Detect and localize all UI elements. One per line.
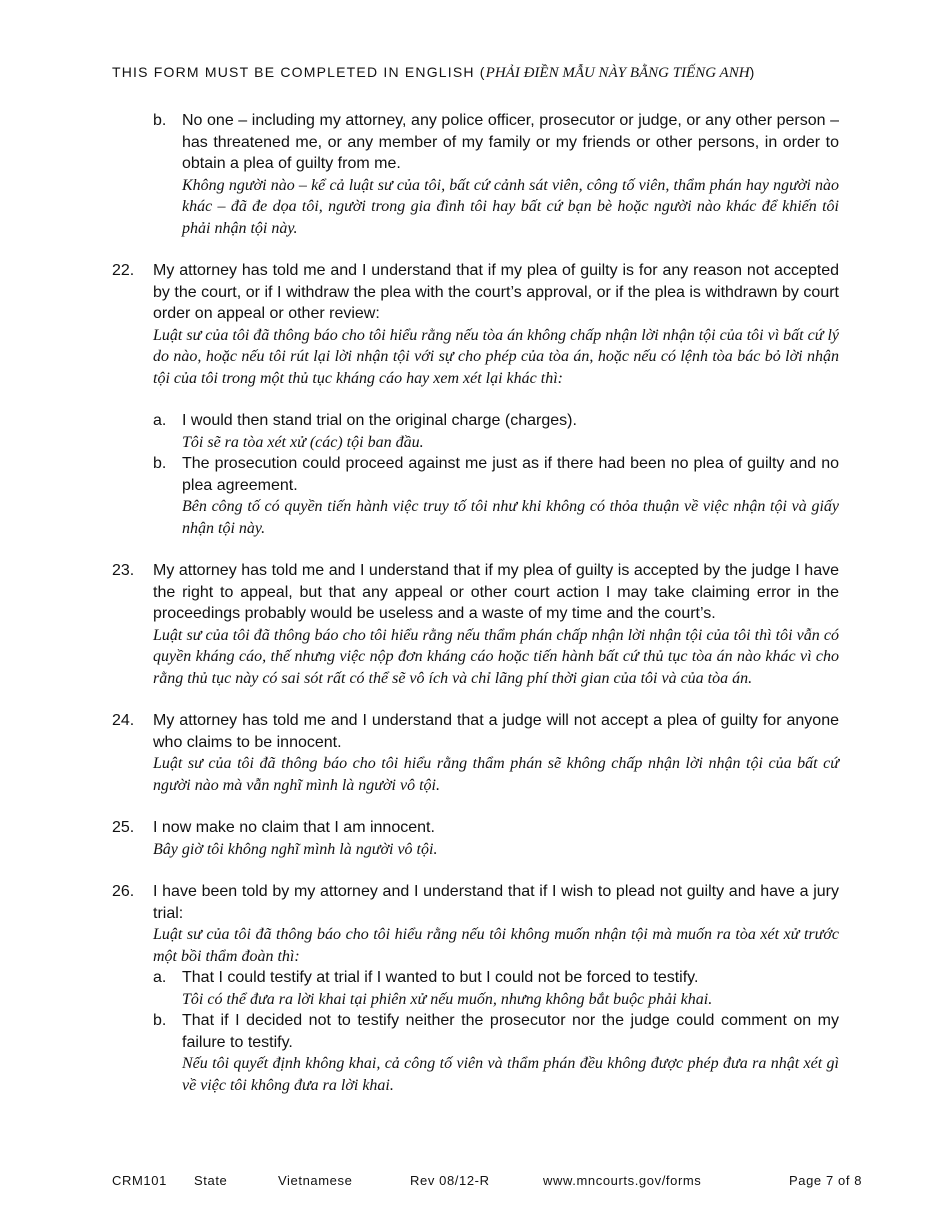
item-26-vietnamese: Luật sư của tôi đã thông báo cho tôi hiểu rằng nếu tôi không muốn nhận tội mà muốn ra tòa xét xử trước một bồi thẩm đoàn thì: [153, 926, 839, 965]
item-22a [112, 410, 839, 453]
item-22b [112, 453, 839, 539]
item-26a [112, 967, 839, 1010]
item-26b-label: b. [153, 1012, 167, 1029]
footer-language: Vietnamese [278, 1173, 353, 1188]
footer-form-id: CRM101 [112, 1173, 167, 1188]
item-22-number: 22. [112, 262, 135, 279]
item-24 [112, 710, 839, 796]
footer-page-number: Page 7 of 8 [789, 1173, 863, 1188]
item-25 [112, 817, 839, 860]
item-26b-vietnamese: Nếu tôi quyết định không khai, cả công tố viên và thẩm phán đều không được phép đưa ra nhật xét gì về việc tôi không đưa ra lời khai. [182, 1055, 839, 1094]
item-24-vietnamese: Luật sư của tôi đã thông báo cho tôi hiểu rằng thẩm phán sẽ không chấp nhận lời nhận tội của bất cứ người nào mà vẫn nghĩ mình là người vô tội. [153, 755, 839, 794]
footer-state: State [194, 1173, 228, 1188]
item-22a-vietnamese: Tôi sẽ ra tòa xét xử (các) tội ban đầu. [182, 433, 424, 451]
item-24-number: 24. [112, 712, 135, 729]
item-22b-vietnamese: Bên công tố có quyền tiến hành việc truy tố tôi như khi không có thỏa thuận về việc nhận tội và giấy nhận tội này. [182, 498, 839, 537]
item-26-number: 26. [112, 883, 135, 900]
item-23 [112, 560, 839, 689]
item-26b [112, 1010, 839, 1096]
item-23-number: 23. [112, 562, 135, 579]
header-title: THIS FORM MUST BE COMPLETED IN ENGLISH ( [112, 64, 486, 80]
header-title-vietnamese: PHẢI ĐIỀN MẪU NÀY BẰNG TIẾNG ANH [485, 65, 750, 81]
item-26a-vietnamese: Tôi có thể đưa ra lời khai tại phiên xử nếu muốn, nhưng không bắt buộc phải khai. [182, 990, 713, 1008]
item-21b-vietnamese: Không người nào – kể cả luật sư của tôi, bất cứ cảnh sát viên, công tố viên, thẩm phán hay người nào khác – đã đe dọa tôi, người trong gia đình tôi hay bất cứ bạn bè hoặc người nào khác để khiến tôi phải nhận tội này. [182, 176, 839, 237]
item-22b-label: b. [153, 455, 167, 472]
footer-revision: Rev 08/12-R [410, 1173, 490, 1188]
item-25-english: I now make no claim that I am innocent. [153, 819, 435, 836]
item-25-number: 25. [112, 819, 135, 836]
footer-url-link[interactable]: www.mncourts.gov/forms [543, 1173, 702, 1188]
item-24-english: My attorney has told me and I understand that a judge will not accept a plea of guilty for anyone who claims to be innocent. [153, 712, 839, 751]
item-22b-english: The prosecution could proceed against me just as if there had been no plea of guilty and no plea agreement. [182, 455, 839, 494]
item-22a-label: a. [153, 412, 167, 429]
item-21b-label: b. [153, 112, 167, 129]
item-26a-english: That I could testify at trial if I wanted to but I could not be forced to testify. [182, 969, 699, 986]
item-26a-label: a. [153, 969, 167, 986]
item-23-english: My attorney has told me and I understand that if my plea of guilty is accepted by the judge I have the right to appeal, but that any appeal or other court action I may take claiming error in the proceedings probably would be useless and a waste of my time and the court’s. [153, 562, 839, 622]
form-header [112, 64, 755, 82]
item-26b-english: That if I decided not to testify neither the prosecutor nor the judge could comment on my failure to testify. [182, 1012, 839, 1051]
item-22-vietnamese: Luật sư của tôi đã thông báo cho tôi hiểu rằng nếu tòa án không chấp nhận lời nhận tội của tôi vì bất cứ lý do nào, hoặc nếu tôi rút lại lời nhận tội với sự cho phép của tòa án, hoặc nếu có lệnh tòa bác bỏ lời nhận tội của tôi trong một thủ tục kháng cáo hay xem xét lại khác thì: [153, 326, 839, 387]
item-21b-english: No one – including my attorney, any police officer, prosecutor or judge, or any other person – has threatened me, or any member of my family or my friends or other persons, in order to obtain a plea of guilty from me. [182, 112, 839, 172]
document-body [112, 110, 839, 1096]
item-23-vietnamese: Luật sư của tôi đã thông báo cho tôi hiểu rằng nếu thẩm phán chấp nhận lời nhận tội của tôi thì tôi vẫn có quyền kháng cáo, thế nhưng việc nộp đơn kháng cáo hoặc tiến hành bất cứ thủ tục tòa án nào khác vì cho rằng thủ tục này có sai sót rất có thể sẽ vô ích và chỉ lãng phí thời gian của tôi và của tòa án. [153, 626, 839, 687]
item-25-vietnamese: Bây giờ tôi không nghĩ mình là người vô tội. [153, 840, 438, 858]
item-22 [112, 260, 839, 389]
header-title-close: ) [749, 64, 756, 80]
item-26-english: I have been told by my attorney and I understand that if I wish to plead not guilty and have a jury trial: [153, 883, 839, 922]
item-26 [112, 881, 839, 967]
item-22a-english: I would then stand trial on the original charge (charges). [182, 412, 577, 429]
item-21b [112, 110, 839, 239]
item-22-english: My attorney has told me and I understand that if my plea of guilty is for any reason not accepted by the court, or if I withdraw the plea with the court’s approval, or if the plea is withdrawn by court order on appeal or other review: [153, 262, 839, 322]
